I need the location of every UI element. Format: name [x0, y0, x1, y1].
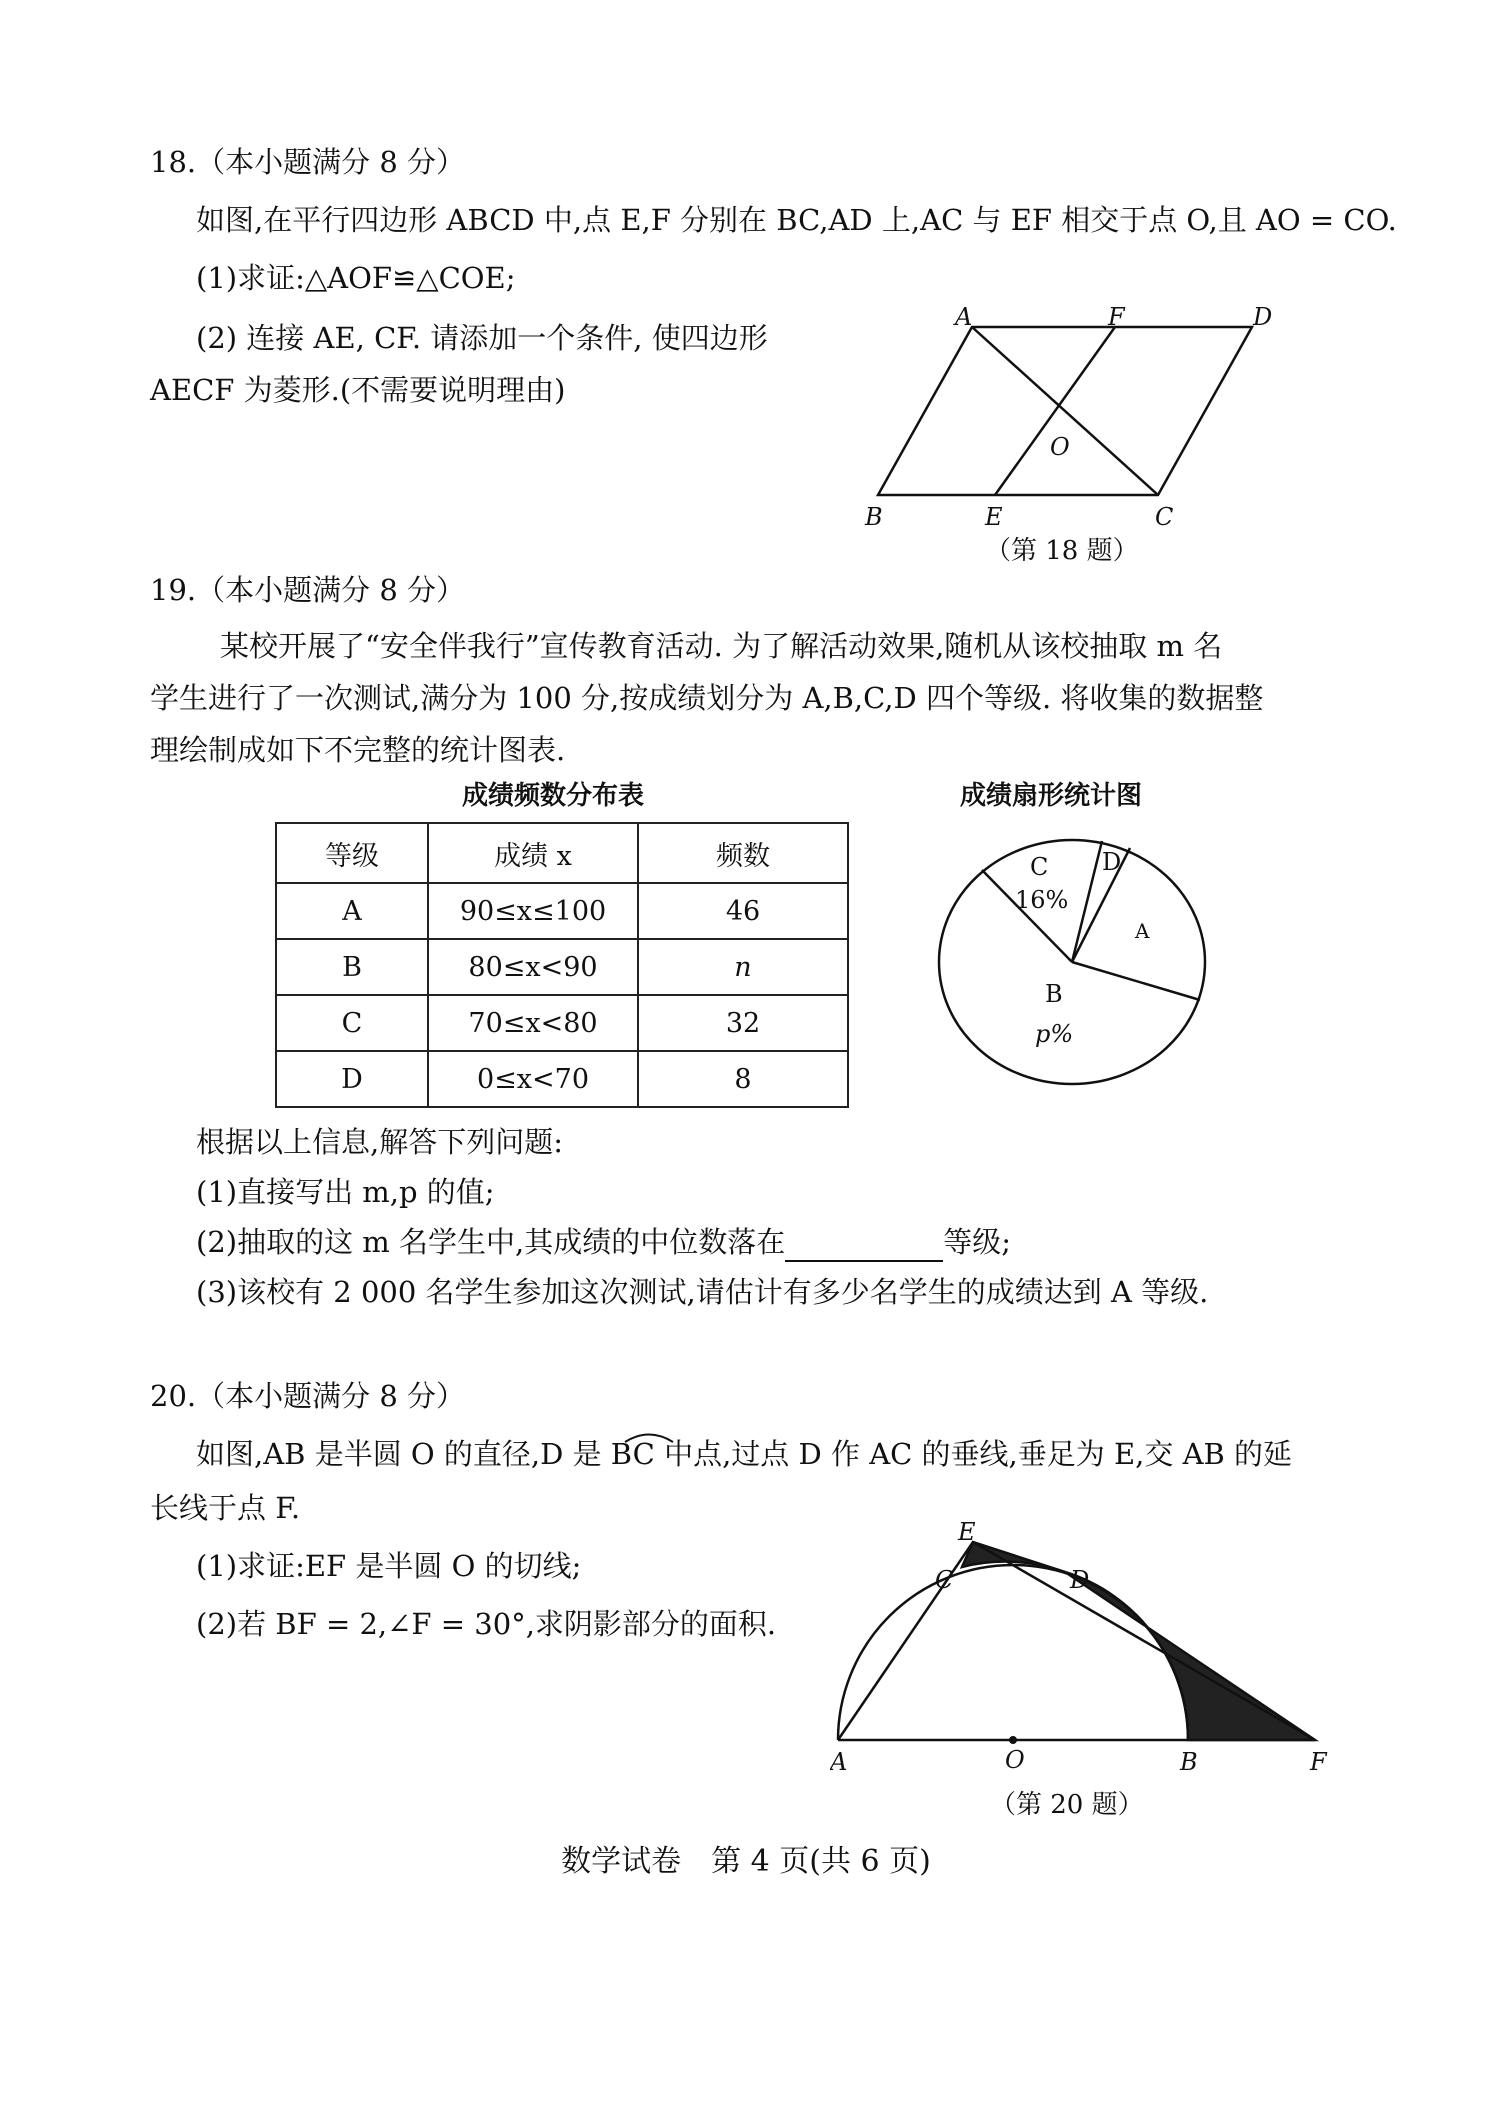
- pie-divider-cd: [982, 870, 1072, 962]
- header-grade: 等级: [276, 823, 428, 883]
- line-ef: [973, 1542, 1315, 1740]
- label-o: O: [1050, 433, 1070, 461]
- label-b: B: [1180, 1748, 1198, 1776]
- table-cell: 90≤x≤100: [428, 883, 638, 939]
- label-o: O: [1005, 1746, 1025, 1774]
- pie-label-a: A: [1135, 919, 1150, 943]
- pie-divider-ab: [1072, 962, 1200, 1000]
- label-b: B: [865, 503, 883, 531]
- q19-heading: 19.（本小题满分 8 分）: [150, 573, 466, 607]
- q20-caption: （第 20 题）: [990, 1790, 1144, 1820]
- q18-part2-line1: (2) 连接 AE, CF. 请添加一个条件, 使四边形: [196, 321, 768, 355]
- table-row: [276, 1051, 848, 1107]
- pie-title: 成绩扇形统计图: [960, 781, 1143, 811]
- shaded-region-right: [1065, 1572, 1315, 1740]
- q18-intro: 如图,在平行四边形 ABCD 中,点 E,F 分别在 BC,AD 上,AC 与 EF 相交于点 O,且 AO = CO.: [196, 203, 1397, 237]
- q20-semicircle-figure: [830, 1520, 1350, 1780]
- label-e: E: [985, 503, 1003, 531]
- pie-label-c: C: [1030, 853, 1049, 881]
- q20-heading: 20.（本小题满分 8 分）: [150, 1379, 466, 1413]
- q19-part2-text-after: 等级;: [943, 1225, 1012, 1259]
- label-f: F: [1310, 1748, 1327, 1776]
- q20-part1: (1)求证:EF 是半圆 O 的切线;: [196, 1549, 582, 1583]
- semicircle-arc: [838, 1565, 1188, 1740]
- q20-intro-line1: 如图,AB 是半圆 O 的直径,D 是 BC 中点,过点 D 作 AC 的垂线,垂足为 E,交 AB 的延: [196, 1437, 1293, 1471]
- page-footer: 数学试卷 第 4 页(共 6 页): [561, 1844, 931, 1879]
- table-header-row: [276, 823, 848, 883]
- pie-label-c-pct: 16%: [1015, 886, 1069, 914]
- table-cell: D: [276, 1051, 428, 1107]
- table-cell: 8: [638, 1051, 848, 1107]
- table-cell: 46: [638, 883, 848, 939]
- q20-intro-line2: 长线于点 F.: [150, 1491, 301, 1525]
- label-c: C: [1155, 503, 1174, 531]
- q18-heading: 18.（本小题满分 8 分）: [150, 145, 466, 179]
- table-cell: 70≤x<80: [428, 995, 638, 1051]
- q18-part1: (1)求证:△AOF≌△COE;: [196, 261, 516, 295]
- pie-chart: [930, 830, 1230, 1100]
- table-cell: 32: [638, 995, 848, 1051]
- arc-mark: [623, 1428, 675, 1440]
- q18-parallelogram-figure: [860, 305, 1280, 565]
- label-d: D: [1070, 1566, 1090, 1594]
- table-cell: A: [276, 883, 428, 939]
- table-row: [276, 939, 848, 995]
- header-score: 成绩 x: [428, 823, 638, 883]
- pie-label-b-pct: p%: [1035, 1020, 1074, 1048]
- q19-after: 根据以上信息,解答下列问题:: [196, 1125, 563, 1159]
- table-cell: 80≤x<90: [428, 939, 638, 995]
- center-point-o: [1009, 1736, 1017, 1744]
- table-row: [276, 995, 848, 1051]
- q20-part2: (2)若 BF = 2,∠F = 30°,求阴影部分的面积.: [196, 1607, 777, 1641]
- label-a: A: [955, 305, 973, 331]
- label-f: F: [1108, 305, 1125, 331]
- q19-part2-text-before: (2)抽取的这 m 名学生中,其成绩的中位数落在: [196, 1225, 786, 1259]
- pie-divider-dc: [1072, 841, 1102, 962]
- label-e: E: [958, 1520, 976, 1546]
- q19-part1: (1)直接写出 m,p 的值;: [196, 1175, 495, 1209]
- table-cell: C: [276, 995, 428, 1051]
- frequency-table: [275, 822, 849, 1108]
- pie-label-b: B: [1045, 980, 1063, 1008]
- table-cell: n: [638, 939, 848, 995]
- pie-divider-da: [1072, 848, 1130, 962]
- q18-part2-line2: AECF 为菱形.(不需要说明理由): [150, 373, 566, 407]
- label-d: D: [1253, 305, 1273, 331]
- table-row: [276, 883, 848, 939]
- header-frequency: 频数: [638, 823, 848, 883]
- label-a: A: [830, 1748, 848, 1776]
- q19-intro-line1: 某校开展了“安全伴我行”宣传教育活动. 为了解活动效果,随机从该校抽取 m 名: [220, 629, 1223, 663]
- q19-part2: [196, 1222, 1011, 1262]
- answer-blank: [785, 1230, 943, 1262]
- table-cell: B: [276, 939, 428, 995]
- table-cell: 0≤x<70: [428, 1051, 638, 1107]
- q19-intro-line2: 学生进行了一次测试,满分为 100 分,按成绩划分为 A,B,C,D 四个等级. 将收集的数据整: [150, 681, 1264, 715]
- segment-ef: [995, 327, 1115, 495]
- diagonal-ac: [972, 327, 1158, 495]
- table-title: 成绩频数分布表: [462, 781, 645, 811]
- label-c: C: [935, 1566, 954, 1594]
- q19-intro-line3: 理绘制成如下不完整的统计图表.: [150, 733, 566, 767]
- pie-label-d: D: [1102, 848, 1122, 876]
- q18-caption: （第 18 题）: [985, 536, 1139, 566]
- q19-part3: (3)该校有 2 000 名学生参加这次测试,请估计有多少名学生的成绩达到 A 等级.: [196, 1275, 1209, 1309]
